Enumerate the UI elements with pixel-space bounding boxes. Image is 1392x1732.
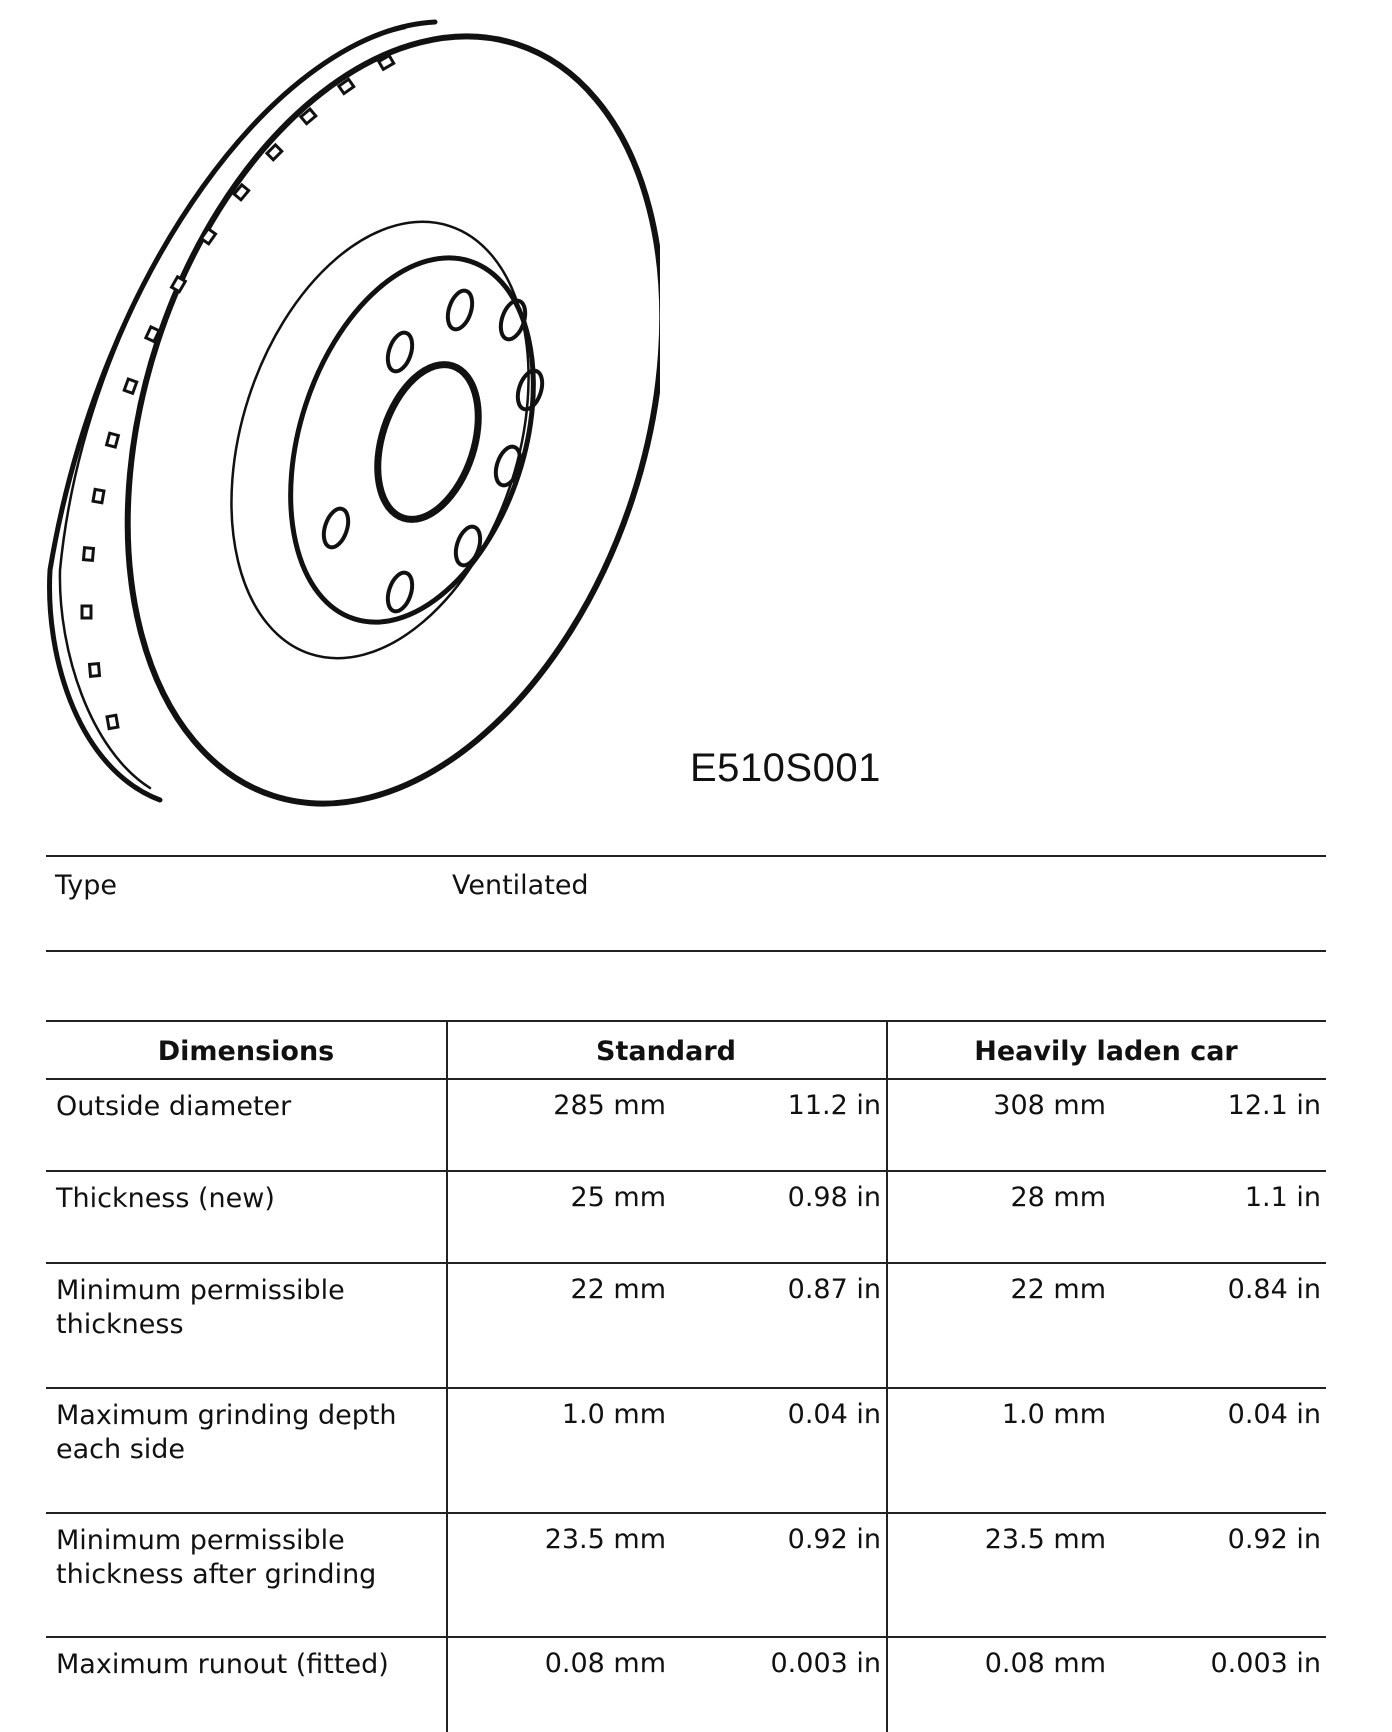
column-divider-2: [886, 1020, 888, 1732]
cell-hl-in: 1.1 in: [1244, 1182, 1321, 1213]
row-label: Thickness (new): [56, 1183, 275, 1214]
cell-std-in: 0.92 in: [787, 1524, 881, 1555]
row-label: Minimum permissible thickness after grinding: [56, 1525, 377, 1590]
header-dimensions: Dimensions: [157, 1036, 335, 1067]
header-heavily-laden: Heavily laden car: [974, 1036, 1238, 1067]
row-label: Maximum grinding depth each side: [56, 1400, 397, 1465]
cell-std-in: 0.87 in: [787, 1274, 881, 1305]
cell-hl-in: 0.003 in: [1210, 1648, 1321, 1679]
cell-hl-in: 12.1 in: [1227, 1090, 1321, 1121]
cell-hl-mm: 308 mm: [993, 1090, 1106, 1121]
cell-hl-mm: 28 mm: [1010, 1182, 1106, 1213]
divider-top: [46, 855, 1326, 857]
divider-bottom: [46, 950, 1326, 952]
cell-hl-in: 0.84 in: [1227, 1274, 1321, 1305]
cell-std-in: 0.98 in: [787, 1182, 881, 1213]
cell-hl-mm: 1.0 mm: [1001, 1399, 1106, 1430]
cell-std-mm: 285 mm: [553, 1090, 666, 1121]
table-border-top: [46, 1020, 1326, 1022]
brake-disc-illustration: [40, 10, 660, 810]
header-rule: [46, 1078, 1326, 1080]
cell-std-in: 0.003 in: [770, 1648, 881, 1679]
cell-hl-mm: 0.08 mm: [984, 1648, 1106, 1679]
type-value: Ventilated: [452, 870, 589, 901]
cell-hl-mm: 22 mm: [1010, 1274, 1106, 1305]
cell-hl-in: 0.92 in: [1227, 1524, 1321, 1555]
row-rule: [46, 1170, 1326, 1172]
cell-std-mm: 23.5 mm: [544, 1524, 666, 1555]
row-label: Maximum runout (fitted): [56, 1649, 389, 1680]
row-rule: [46, 1262, 1326, 1264]
type-label: Type: [55, 870, 118, 901]
dimensions-table: [46, 1020, 1326, 1732]
row-rule: [46, 1636, 1326, 1638]
cell-std-mm: 1.0 mm: [561, 1399, 666, 1430]
row-rule: [46, 1512, 1326, 1514]
header-standard: Standard: [596, 1036, 736, 1067]
cell-std-mm: 22 mm: [570, 1274, 666, 1305]
cell-std-mm: 25 mm: [570, 1182, 666, 1213]
cell-std-mm: 0.08 mm: [544, 1648, 666, 1679]
cell-std-in: 0.04 in: [787, 1399, 881, 1430]
row-rule: [46, 1387, 1326, 1389]
cell-hl-in: 0.04 in: [1227, 1399, 1321, 1430]
cell-hl-mm: 23.5 mm: [984, 1524, 1106, 1555]
cell-std-in: 11.2 in: [787, 1090, 881, 1121]
column-divider-1: [446, 1020, 448, 1732]
row-label: Outside diameter: [56, 1091, 292, 1122]
row-label: Minimum permissible thickness: [56, 1275, 345, 1340]
figure-code: E510S001: [690, 746, 881, 790]
